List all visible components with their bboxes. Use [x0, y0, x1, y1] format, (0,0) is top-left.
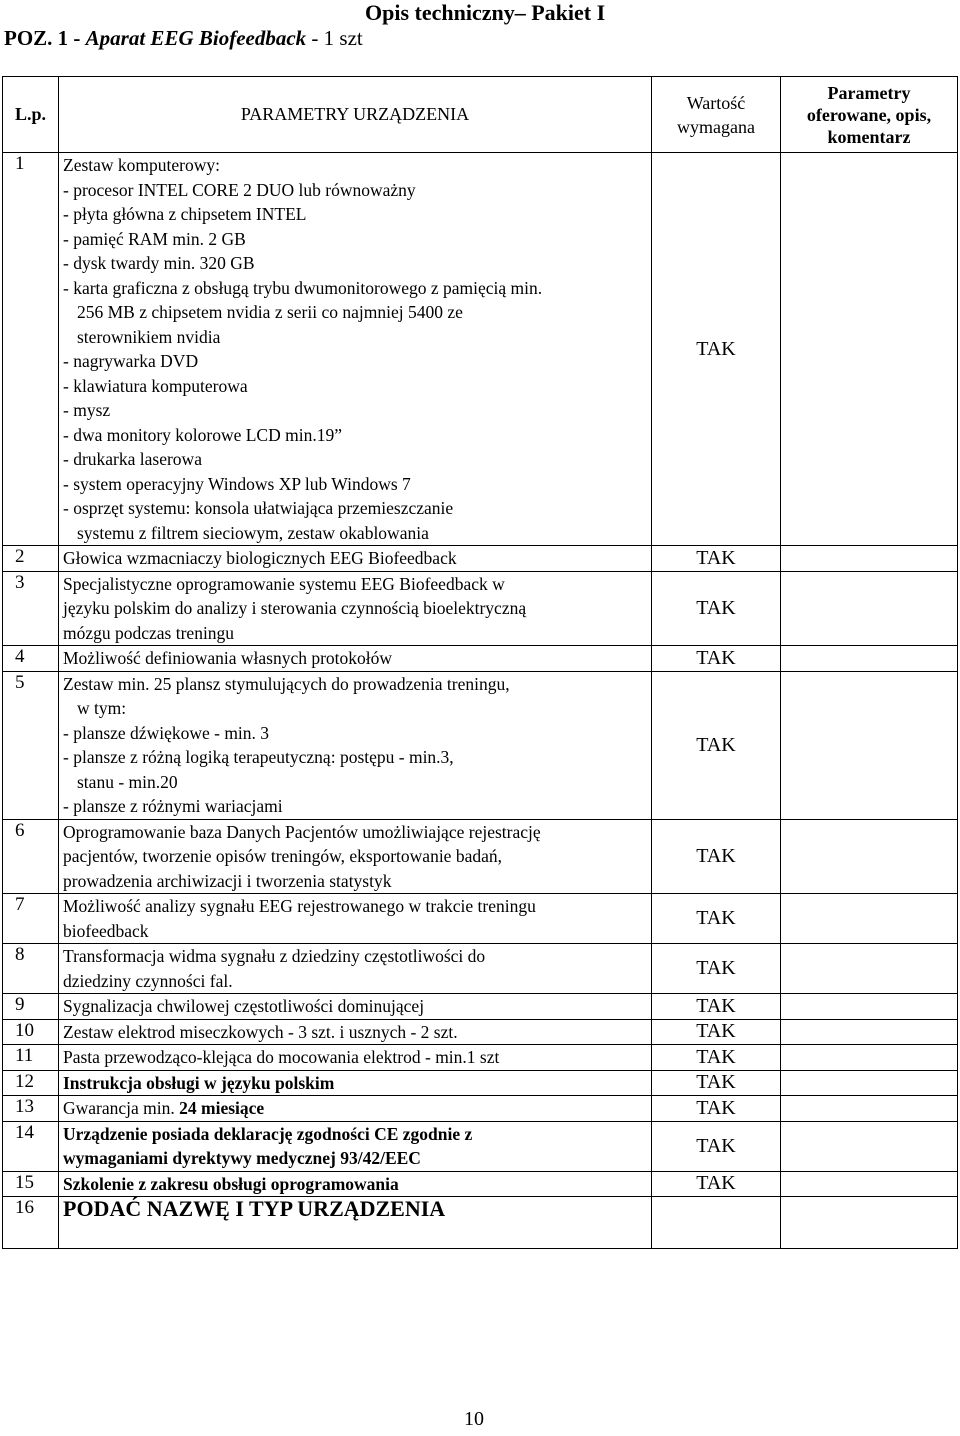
- desc-line: systemu z filtrem sieciowym, zestaw okablowania: [77, 522, 429, 543]
- required-value: TAK: [652, 1019, 781, 1045]
- table-row: [3, 1045, 958, 1071]
- offered-cell: [781, 153, 958, 546]
- desc-line: - płyta główna z chipsetem INTEL: [63, 204, 307, 224]
- required-value: TAK: [652, 1045, 781, 1071]
- required-value: TAK: [652, 894, 781, 944]
- offered-cell: [781, 1019, 958, 1045]
- desc-line: sterownikiem nvidia: [77, 326, 221, 347]
- desc-line: Oprogramowanie baza Danych Pacjentów umożliwiające rejestrację: [63, 821, 541, 842]
- row-number: 1: [3, 153, 59, 546]
- desc-line: Gwarancja min.: [63, 1098, 180, 1118]
- offered-cell: [781, 1121, 958, 1171]
- offered-cell: [781, 671, 958, 819]
- desc-line: wymaganiami dyrektywy medycznej 93/42/EEC: [63, 1148, 421, 1168]
- offered-cell: [781, 571, 958, 646]
- table-row: [3, 646, 958, 672]
- required-value: TAK: [652, 671, 781, 819]
- desc-line: stanu - min.20: [77, 771, 178, 792]
- offered-cell: [781, 1045, 958, 1071]
- row-number: 2: [3, 546, 59, 572]
- required-value: [652, 1197, 781, 1249]
- offered-cell: [781, 894, 958, 944]
- position-qty: - 1 szt: [306, 26, 363, 50]
- row-description: [59, 546, 652, 572]
- table-row: [3, 994, 958, 1020]
- row-number: 11: [3, 1045, 59, 1071]
- required-value: TAK: [652, 646, 781, 672]
- row-number: 5: [3, 671, 59, 819]
- required-value: TAK: [652, 1096, 781, 1122]
- row-description: [59, 1070, 652, 1096]
- offered-cell: [781, 646, 958, 672]
- row-number: 8: [3, 944, 59, 994]
- row-description: [59, 1096, 652, 1122]
- row-description: [59, 944, 652, 994]
- column-header-offered-3: komentarz: [827, 126, 911, 147]
- desc-line: - drukarka laserowa: [63, 449, 202, 469]
- position-name: Aparat EEG Biofeedback: [85, 26, 307, 50]
- column-header-required: [652, 77, 781, 153]
- desc-line: prowadzenia archiwizacji i tworzenia statystyk: [63, 870, 392, 891]
- row-number: 12: [3, 1070, 59, 1096]
- column-header-offered-1: Parametry: [827, 82, 911, 103]
- row-description: [59, 1019, 652, 1045]
- table-row: [3, 546, 958, 572]
- specification-table: [2, 76, 958, 1249]
- offered-cell: [781, 994, 958, 1020]
- table-row: [3, 819, 958, 894]
- table-header-row: [3, 77, 958, 153]
- desc-line: 256 MB z chipsetem nvidia z serii co najmniej 5400 ze: [77, 302, 463, 322]
- table-row: [3, 1197, 958, 1249]
- required-value: TAK: [652, 944, 781, 994]
- desc-line: - plansze z różną logiką terapeutyczną: postępu - min.3,: [63, 747, 454, 767]
- required-value: TAK: [652, 994, 781, 1020]
- row-description: [59, 1045, 652, 1071]
- row-number: 6: [3, 819, 59, 894]
- table-row: [3, 1096, 958, 1122]
- offered-cell: [781, 1070, 958, 1096]
- desc-line: - klawiatura komputerowa: [63, 375, 248, 396]
- desc-line: Możliwość analizy sygnału EEG rejestrowanego w trakcie treningu: [63, 896, 536, 916]
- desc-line: - procesor INTEL CORE 2 DUO lub równoważny: [63, 179, 416, 200]
- desc-line: Głowica wzmacniaczy biologicznych EEG Biofeedback: [63, 548, 457, 568]
- desc-line: - mysz: [63, 400, 111, 420]
- row-description: [59, 571, 652, 646]
- desc-line: Zestaw elektrod miseczkowych - 3 szt. i usznych - 2 szt.: [63, 1021, 458, 1042]
- row-description: [59, 894, 652, 944]
- desc-line: Instrukcja obsługi w języku polskim: [63, 1072, 335, 1093]
- table-row: [3, 671, 958, 819]
- required-value: TAK: [652, 1121, 781, 1171]
- column-header-required-2: wymagana: [677, 116, 755, 137]
- desc-line: - plansze z różnymi wariacjami: [63, 796, 283, 816]
- row-number: 10: [3, 1019, 59, 1045]
- offered-cell: [781, 1197, 958, 1249]
- required-value: TAK: [652, 546, 781, 572]
- desc-line: pacjentów, tworzenie opisów treningów, eksportowanie badań,: [63, 846, 502, 866]
- desc-line: języku polskim do analizy i sterowania czynnością bioelektryczną: [63, 598, 527, 618]
- desc-line: Zestaw min. 25 plansz stymulujących do prowadzenia treningu,: [63, 673, 510, 694]
- row-number: 4: [3, 646, 59, 672]
- desc-line: - pamięć RAM min. 2 GB: [63, 228, 246, 249]
- row-description: [59, 819, 652, 894]
- position-prefix: POZ. 1 -: [4, 26, 86, 50]
- desc-line: Urządzenie posiada deklarację zgodności CE zgodnie z: [63, 1123, 473, 1144]
- required-value: TAK: [652, 571, 781, 646]
- row-number: 16: [3, 1197, 59, 1249]
- required-value: TAK: [652, 1070, 781, 1096]
- desc-line: Możliwość definiowania własnych protokołów: [63, 648, 393, 668]
- desc-line: Transformacja widma sygnału z dziedziny częstotliwości do: [63, 946, 486, 966]
- desc-line: Pasta przewodząco-klejąca do mocowania elektrod - min.1 szt: [63, 1047, 500, 1067]
- required-value: TAK: [652, 819, 781, 894]
- table-row: [3, 1121, 958, 1171]
- offered-cell: [781, 944, 958, 994]
- row-description: [59, 994, 652, 1020]
- row-number: 7: [3, 894, 59, 944]
- desc-line: - dwa monitory kolorowe LCD min.19”: [63, 424, 342, 445]
- table-row: [3, 1171, 958, 1197]
- row-description: [59, 153, 652, 546]
- desc-line: Sygnalizacja chwilowej częstotliwości dominującej: [63, 996, 425, 1016]
- offered-cell: [781, 1171, 958, 1197]
- desc-line: - system operacyjny Windows XP lub Windows 7: [63, 473, 411, 494]
- desc-line: mózgu podczas treningu: [63, 622, 235, 643]
- page-number: 10: [464, 1408, 484, 1430]
- row-description: [59, 1197, 652, 1249]
- row-description: [59, 671, 652, 819]
- desc-line: PODAĆ NAZWĘ I TYP URZĄDZENIA: [63, 1196, 446, 1221]
- required-value: TAK: [652, 153, 781, 546]
- column-header-offered-2: oferowane, opis,: [806, 104, 932, 125]
- desc-line: - plansze dźwiękowe - min. 3: [63, 722, 270, 743]
- desc-line: dziedziny czynności fal.: [63, 970, 233, 991]
- table-row: [3, 1019, 958, 1045]
- row-number: 15: [3, 1171, 59, 1197]
- row-number: 13: [3, 1096, 59, 1122]
- table-row: [3, 944, 958, 994]
- desc-line: - nagrywarka DVD: [63, 351, 199, 371]
- desc-line: Zestaw komputerowy:: [63, 155, 220, 175]
- row-number: 9: [3, 994, 59, 1020]
- position-heading: [4, 26, 363, 51]
- column-header-lp: L.p.: [3, 77, 59, 153]
- column-header-params: PARAMETRY URZĄDZENIA: [59, 77, 652, 153]
- table-row: [3, 894, 958, 944]
- row-description: [59, 646, 652, 672]
- table-row: [3, 1070, 958, 1096]
- desc-line: Specjalistyczne oprogramowanie systemu EEG Biofeedback w: [63, 573, 505, 594]
- desc-line: Szkolenie z zakresu obsługi oprogramowania: [63, 1173, 399, 1194]
- row-description: [59, 1171, 652, 1197]
- table-row: [3, 153, 958, 546]
- offered-cell: [781, 546, 958, 572]
- desc-line: - karta graficzna z obsługą trybu dwumonitorowego z pamięcią min.: [63, 277, 543, 298]
- row-number: 14: [3, 1121, 59, 1171]
- desc-line: w tym:: [77, 698, 127, 718]
- offered-cell: [781, 1096, 958, 1122]
- table-row: [3, 571, 958, 646]
- desc-line: biofeedback: [63, 920, 149, 941]
- desc-line: - dysk twardy min. 320 GB: [63, 253, 255, 273]
- column-header-required-1: Wartość: [686, 92, 746, 113]
- desc-line-bold: 24 miesiące: [179, 1098, 265, 1118]
- desc-line: - osprzęt systemu: konsola ułatwiająca przemieszczanie: [63, 498, 454, 518]
- required-value: TAK: [652, 1171, 781, 1197]
- offered-cell: [781, 819, 958, 894]
- row-number: 3: [3, 571, 59, 646]
- document-title: Opis techniczny– Pakiet I: [365, 0, 606, 25]
- column-header-offered: [781, 77, 958, 153]
- row-description: [59, 1121, 652, 1171]
